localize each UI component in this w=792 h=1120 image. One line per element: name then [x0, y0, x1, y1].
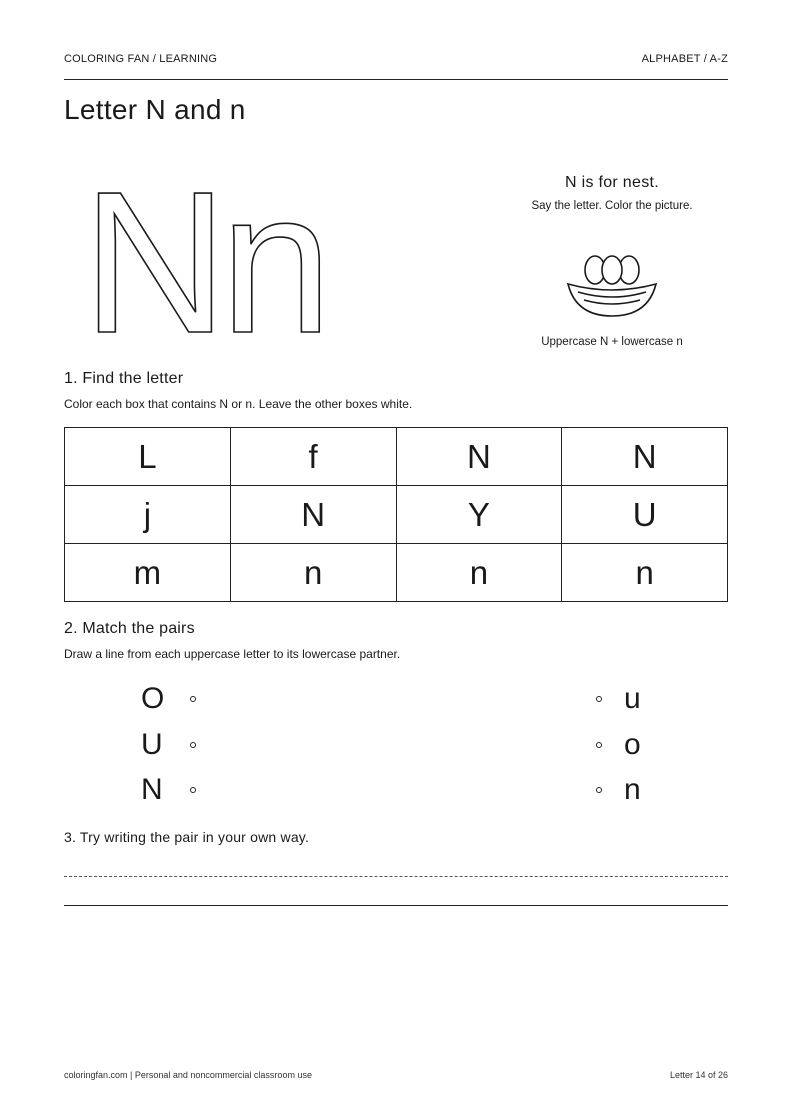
header-right-label: ALPHABET / A-Z	[641, 53, 728, 65]
grid-row	[65, 486, 728, 544]
grid-cell[interactable]: n	[396, 544, 562, 602]
writing-baseline[interactable]	[64, 905, 728, 906]
section1-title: 1. Find the letter	[64, 370, 184, 387]
grid-cell[interactable]: m	[65, 544, 231, 602]
grid-cell[interactable]: n	[562, 544, 728, 602]
writing-guide-dashed-line	[64, 876, 728, 877]
grid-cell[interactable]: Y	[396, 486, 562, 544]
match-dot-left[interactable]	[190, 696, 196, 702]
grid-cell[interactable]: N	[396, 428, 562, 486]
section2-title: 2. Match the pairs	[64, 620, 195, 637]
grid-cell[interactable]: f	[230, 428, 396, 486]
page-title: Letter N and n	[64, 94, 246, 125]
match-uppercase-letter: N	[141, 773, 163, 806]
match-dot-right[interactable]	[596, 742, 602, 748]
section2-instruction: Draw a line from each uppercase letter to its lowercase partner.	[64, 647, 401, 661]
picture-heading: N is for nest.	[564, 174, 659, 191]
grid-row	[65, 428, 728, 486]
grid-cell[interactable]: n	[230, 544, 396, 602]
grid-cell[interactable]: N	[562, 428, 728, 486]
section1-instruction: Color each box that contains N or n. Leave the other boxes white.	[64, 397, 413, 411]
grid-cell[interactable]: N	[230, 486, 396, 544]
match-dot-right[interactable]	[596, 787, 602, 793]
footer-page-indicator: Letter 14 of 26	[669, 1070, 728, 1080]
picture-block	[512, 174, 712, 348]
grid-row	[65, 544, 728, 602]
grid-cell[interactable]: L	[65, 428, 231, 486]
outline-letter-lower: n	[220, 170, 333, 345]
header-left-label: COLORING FAN / LEARNING	[64, 53, 218, 65]
match-lowercase-letter: u	[624, 682, 641, 715]
match-dot-right[interactable]	[596, 696, 602, 702]
match-dot-left[interactable]	[190, 742, 196, 748]
footer-left-text: coloringfan.com | Personal and noncommercial classroom use	[64, 1070, 312, 1080]
match-lowercase-letter: n	[624, 773, 641, 806]
match-uppercase-letter: U	[141, 728, 163, 761]
outline-letter-upper: N	[82, 170, 228, 345]
picture-instruction: Say the letter. Color the picture.	[531, 200, 693, 212]
grid-cell[interactable]: U	[562, 486, 728, 544]
match-dot-left[interactable]	[190, 787, 196, 793]
nest-with-eggs-icon	[562, 250, 662, 320]
outline-letters	[80, 170, 350, 345]
section3-title: 3. Try writing the pair in your own way.	[64, 829, 310, 845]
match-uppercase-letter: O	[141, 682, 165, 715]
match-lowercase-letter: o	[624, 728, 641, 761]
grid-cell[interactable]: j	[65, 486, 231, 544]
header-divider	[64, 79, 728, 80]
letter-grid	[64, 427, 728, 602]
picture-caption: Uppercase N + lowercase n	[541, 336, 683, 348]
